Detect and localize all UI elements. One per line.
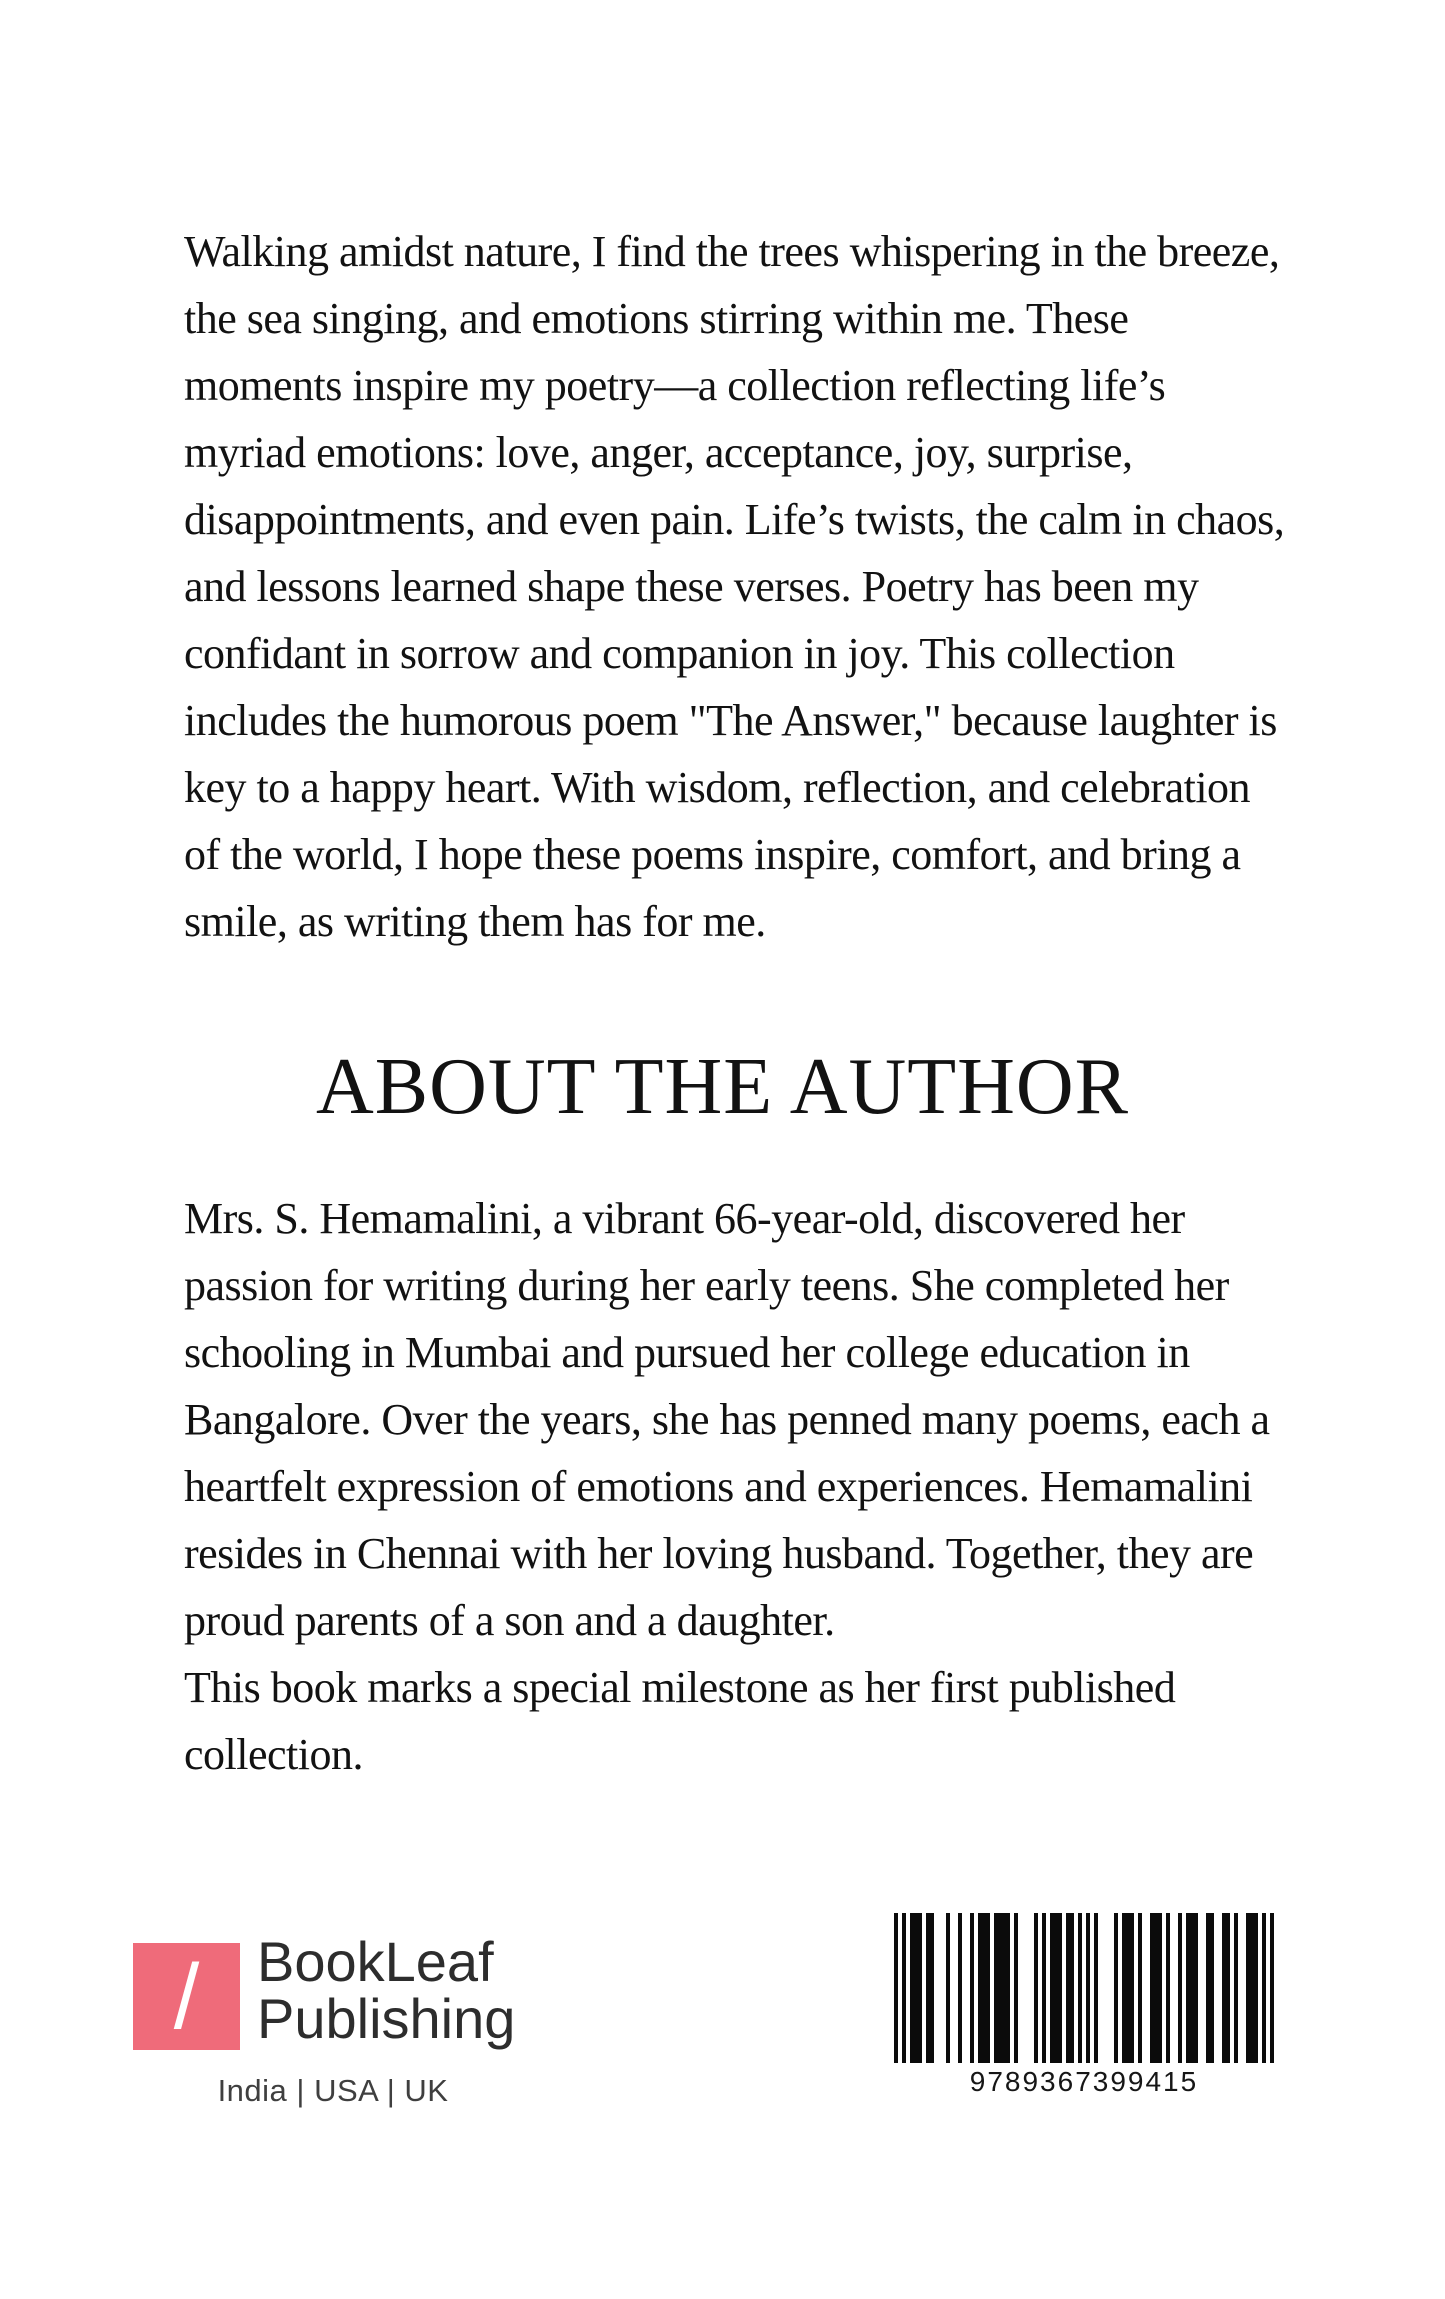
about-the-author-heading: ABOUT THE AUTHOR [315, 1043, 1130, 1131]
publisher-logo-block [133, 1930, 563, 2123]
author-bio-block [184, 1185, 1289, 1788]
bookleaf-logo-square [133, 1943, 240, 2050]
isbn-number: 9789367399415 [969, 2066, 1199, 2097]
barcode [894, 1913, 1274, 2098]
publisher-name-line2: Publishing [257, 1987, 516, 2050]
publisher-name-line1: BookLeaf [257, 1930, 494, 1993]
publisher-regions: India | USA | UK [217, 2073, 449, 2108]
author-bio: Mrs. S. Hemamalini, a vibrant 66-year-old, discovered her passion for writing during her early teens. She completed her schooling in Mumbai and pursued her college education in Bangalore. Over the years, she has penned many poems, each a heartfelt expression of emotions and experiences. Hemamalini resides in Chennai with her loving husband. Together, they are proud parents of a son and a daughter. [184, 1194, 1270, 1645]
publisher-name [257, 1930, 516, 2050]
slash-icon: / [173, 1945, 200, 2048]
book-blurb: Walking amidst nature, I find the trees whispering in the breeze, the sea singing, and emotions stirring within me. These moments inspire my poetry—a collection reflecting life’s myriad emotions: love, anger, acceptance, joy, surprise, disappointments, and even pain. Life’s twists, the calm in chaos, and lessons learned shape these verses. Poetry has been my confidant in sorrow and companion in joy. This collection includes the humorous poem "The Answer," because laughter is key to a happy heart. With wisdom, reflection, and celebration of the world, I hope these poems inspire, comfort, and bring a smile, as writing them has for me. [184, 227, 1285, 946]
author-bio-note: This book marks a special milestone as her first published collection. [184, 1663, 1176, 1779]
barcode-bars [894, 1913, 1274, 2063]
